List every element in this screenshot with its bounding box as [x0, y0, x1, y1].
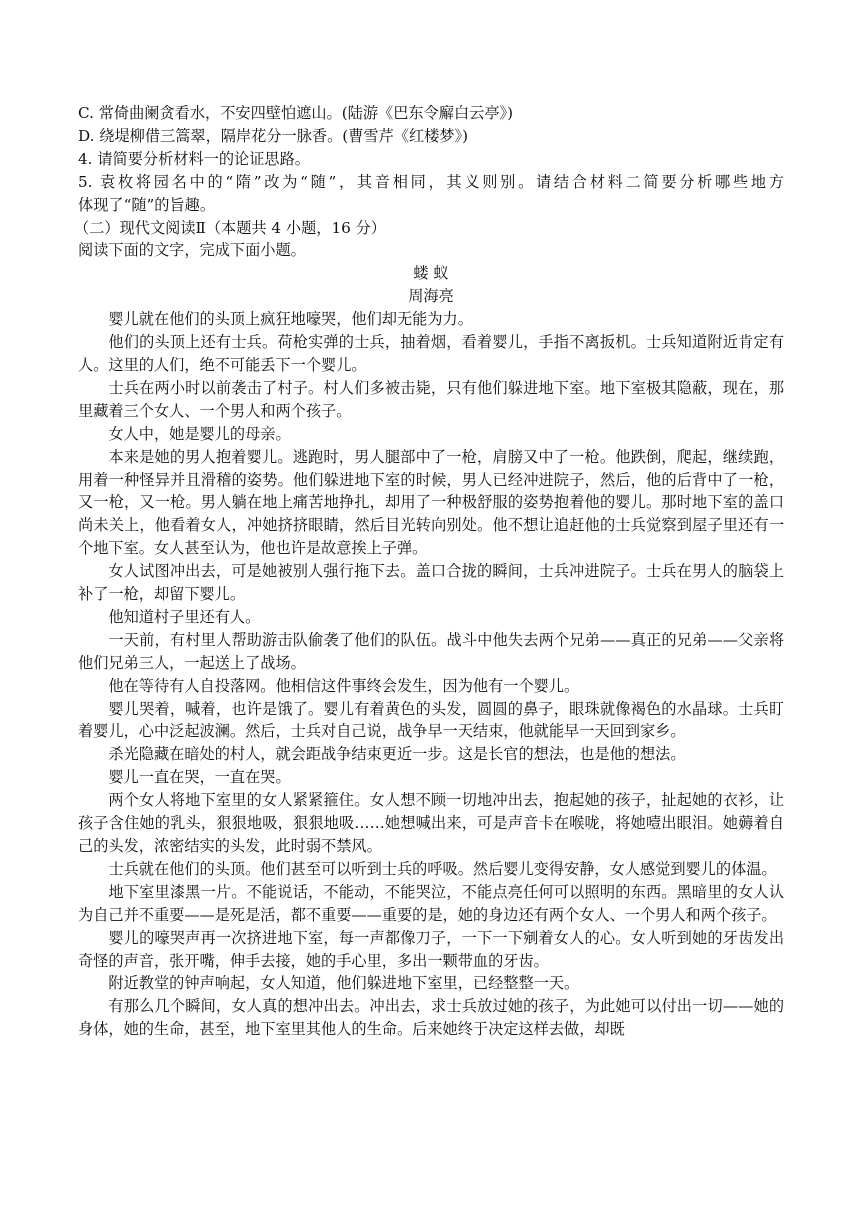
paragraph: 一天前，有村里人帮助游击队偷袭了他们的队伍。战斗中他失去两个兄弟——真正的兄弟——父亲将他们兄弟三人，一起送上了战场。: [78, 630, 784, 672]
reading-instruction: 阅读下面的文字，完成下面小题。: [78, 241, 306, 260]
paragraph: 地下室里漆黑一片。不能说话，不能动，不能哭泣，不能点亮任何可以照明的东西。黑暗里的女人认为自己并不重要——是死是活，都不重要——重要的是，她的身边还有两个女人、一个男人和两个孩子。: [78, 882, 784, 924]
paragraph: 女人试图冲出去，可是她被别人强行拖下去。盖口合拢的瞬间，士兵冲进院子。士兵在男人的脑袋上补了一枪，却留下婴儿。: [78, 562, 784, 604]
article-body: [78, 308, 784, 1041]
option-d: D. 绕堤柳借三篙翠，隔岸花分一脉香。(曹雪芹《红楼梦》): [78, 126, 469, 145]
paragraph: 本来是她的男人抱着婴儿。逃跑时，男人腿部中了一枪，肩膀又中了一枪。他跌倒，爬起，继续跑，用着一种怪异并且滑稽的姿势。他们躲进地下室的时候，男人已经冲进院子，然后，他的后背中了一枪，又一枪，又一枪。男人躺在地上痛苦地挣扎，却用了一种极舒服的姿势抱着他的婴儿。那时地下室的盖口尚未关上，他看着女人，冲她挤挤眼睛，然后目光转向别处。他不想让追赶他的士兵觉察到屋子里还有一个地下室。女人甚至认为，他也许是故意挨上子弹。: [78, 447, 784, 558]
section-heading: （二）现代文阅读Ⅱ（本题共 4 小题，16 分）: [74, 218, 386, 237]
question-5-line-1: 5. 袁枚将园名中的“隋”改为“随”，其音相同，其义则别。请结合材料二简要分析哪些地方: [78, 172, 784, 191]
paragraph: 婴儿的嚎哭声再一次挤进地下室，每一声都像刀子，一下一下剜着女人的心。女人听到她的牙齿发出奇怪的声音，张开嘴，伸手去接，她的手心里，多出一颗带血的牙齿。: [78, 928, 784, 970]
article-author: 周海亮: [408, 287, 454, 306]
paragraph: 士兵就在他们的头顶。他们甚至可以听到士兵的呼吸。然后婴儿变得安静，女人感觉到婴儿的体温。: [108, 859, 777, 878]
paragraph: 婴儿哭着，喊着，也许是饿了。婴儿有着黄色的头发，圆圆的鼻子，眼珠就像褐色的水晶球。士兵盯着婴儿，心中泛起波澜。然后，士兵对自己说，战争早一天结束，他就能早一天回到家乡。: [78, 699, 784, 741]
paragraph: 他在等待有人自投落网。他相信这件事终会发生，因为他有一个婴儿。: [108, 676, 580, 695]
paragraph: 附近教堂的钟声响起，女人知道，他们躲进地下室里，已经整整一天。: [108, 974, 580, 993]
paragraph: 士兵在两小时以前袭击了村子。村人们多被击毙，只有他们躲进地下室。地下室极其隐蔽，现在，那里藏着三个女人、一个男人和两个孩子。: [78, 378, 784, 420]
paragraph: 女人中，她是婴儿的母亲。: [108, 424, 291, 443]
option-c: C. 常倚曲阑贪看水，不安四壁怕遮山。(陆游《巴东令廨白云亭》): [78, 104, 514, 122]
paragraph: 婴儿一直在哭，一直在哭。: [108, 768, 291, 787]
paragraph: 两个女人将地下室里的女人紧紧箍住。女人想不顾一切地冲出去，抱起她的孩子，扯起她的衣衫，让孩子含住她的乳头，狠狠地吸，狠狠地吸……她想喊出来，可是声音卡在喉咙，将她噎出眼泪。她薅着自己的头发，浓密结实的头发，此时弱不禁风。: [78, 791, 784, 855]
question-5-line-2: 体现了“随”的旨趣。: [78, 195, 216, 214]
document-page: [74, 102, 784, 1041]
question-4: 4. 请简要分析材料一的论证思路。: [78, 149, 310, 168]
paragraph: 有那么几个瞬间，女人真的想冲出去。冲出去，求士兵放过她的孩子，为此她可以付出一切——她的身体，她的生命，甚至，地下室里其他人的生命。后来她终于决定这样去做，却既: [78, 997, 784, 1039]
paragraph: 他们的头顶上还有士兵。荷枪实弹的士兵，抽着烟，看着婴儿，手指不离扳机。士兵知道附近肯定有人。这里的人们，绝不可能丢下一个婴儿。: [78, 333, 784, 374]
paragraph: 杀光隐藏在暗处的村人，就会距战争结束更近一步。这是长官的想法，也是他的想法。: [108, 745, 686, 764]
paragraph: 他知道村子里还有人。: [108, 607, 261, 626]
paragraph: 婴儿就在他们的头顶上疯狂地嚎哭，他们却无能为力。: [108, 310, 473, 329]
article-title: 蝼 蚁: [413, 264, 449, 283]
